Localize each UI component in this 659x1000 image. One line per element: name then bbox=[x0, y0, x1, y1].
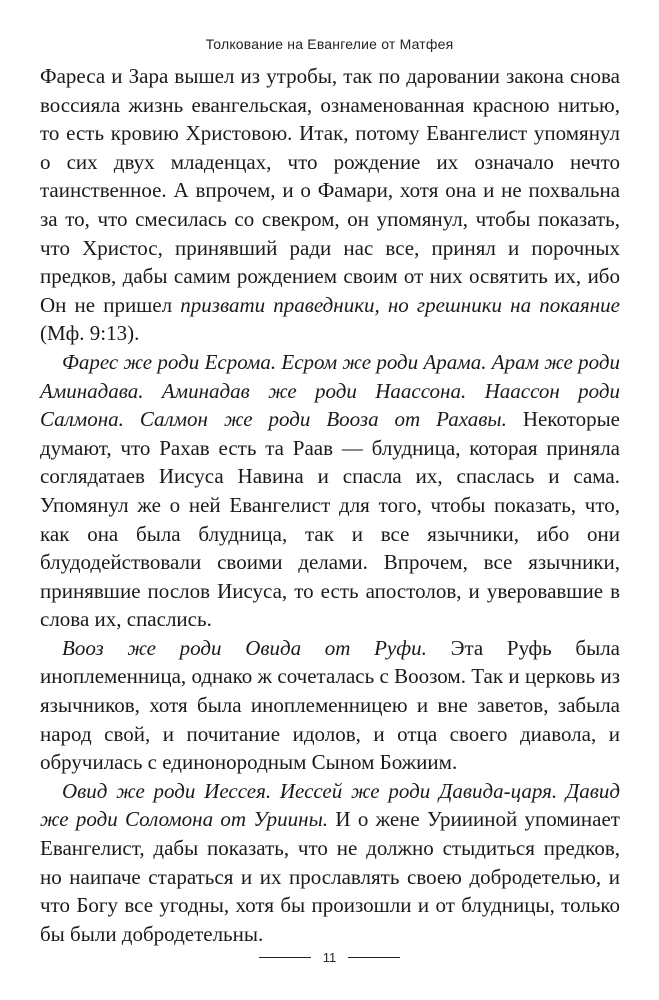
scripture-quote: Фарес же роди Есрома. Есром же роди Арама. Арам же роди Аминадава. Аминадав же роди Наассона. Наассон роди Салмона. Салмон же роди Вооза от Рахавы. bbox=[40, 349, 620, 432]
page-footer bbox=[0, 950, 659, 965]
paragraph-2 bbox=[40, 348, 620, 634]
text-segment: Некоторые думают, что Рахав есть та Раав — блудница, которая приняла соглядатаев Иисуса Навина и спасла их, спаслась и сама. Упомянул же о ней Евангелист для того, чтобы показать, что, как она была блудница, так и все язычники, ибо они блудодействовали своими делами. Впрочем, все язычники, принявшие послов Иисуса, то есть апостолов, и уверовавшие в слова их, спаслись. bbox=[40, 407, 620, 632]
body-text bbox=[40, 62, 620, 948]
scripture-quote: Вооз же роди Овида от Руфи. bbox=[62, 635, 427, 660]
scripture-reference: (Мф. 9:13). bbox=[40, 321, 140, 346]
page-number: 11 bbox=[322, 950, 337, 965]
text-segment: Фареса и Зара вышел из утробы, так по даровании закона снова воссияла жизнь евангельская, ознаменованная красною нитью, то есть кровию Христовою. Итак, потому Евангелист упомянул о сих двух младенцах, что рождение их означало нечто таинственное. А впрочем, и о Фамари, хотя она и не похвальна за то, что смесилась со свекром, он упомянул, чтобы показать, что Христос, принявший ради нас все, принял и порочных предков, дабы самим рождением своим от них освятить их, ибо Он не пришел bbox=[40, 64, 620, 317]
footer-rule-left bbox=[259, 957, 311, 958]
scripture-quote: призвати праведники, но грешники на покаяние bbox=[180, 292, 620, 317]
footer-rule-right bbox=[348, 957, 400, 958]
paragraph-1 bbox=[40, 62, 620, 348]
paragraph-4 bbox=[40, 777, 620, 949]
text-segment: Эта Руфь была иноплеменница, однако ж сочеталась с Воозом. Так и церковь из язычников, хотя была иноплеменницею и вне заветов, забыла народ свой, и почитание идолов, и отца своего диавола, и обручилась с единонородным Сыном Божиим. bbox=[40, 635, 620, 775]
scripture-quote: Овид же роди Иессея. Иессей же роди Давида-царя. Давид же роди Соломона от Уриины. bbox=[40, 778, 620, 832]
text-segment: И о жене Уриииной упоминает Евангелист, дабы показать, что не должно стыдиться предков, но наипаче стараться и их прославлять своею добродетелью, и что Богу все угодны, хотя бы произошли и от блудницы, только бы были добродетельны. bbox=[40, 807, 620, 946]
running-head: Толкование на Евангелие от Матфея bbox=[205, 36, 454, 52]
paragraph-3 bbox=[40, 634, 620, 777]
